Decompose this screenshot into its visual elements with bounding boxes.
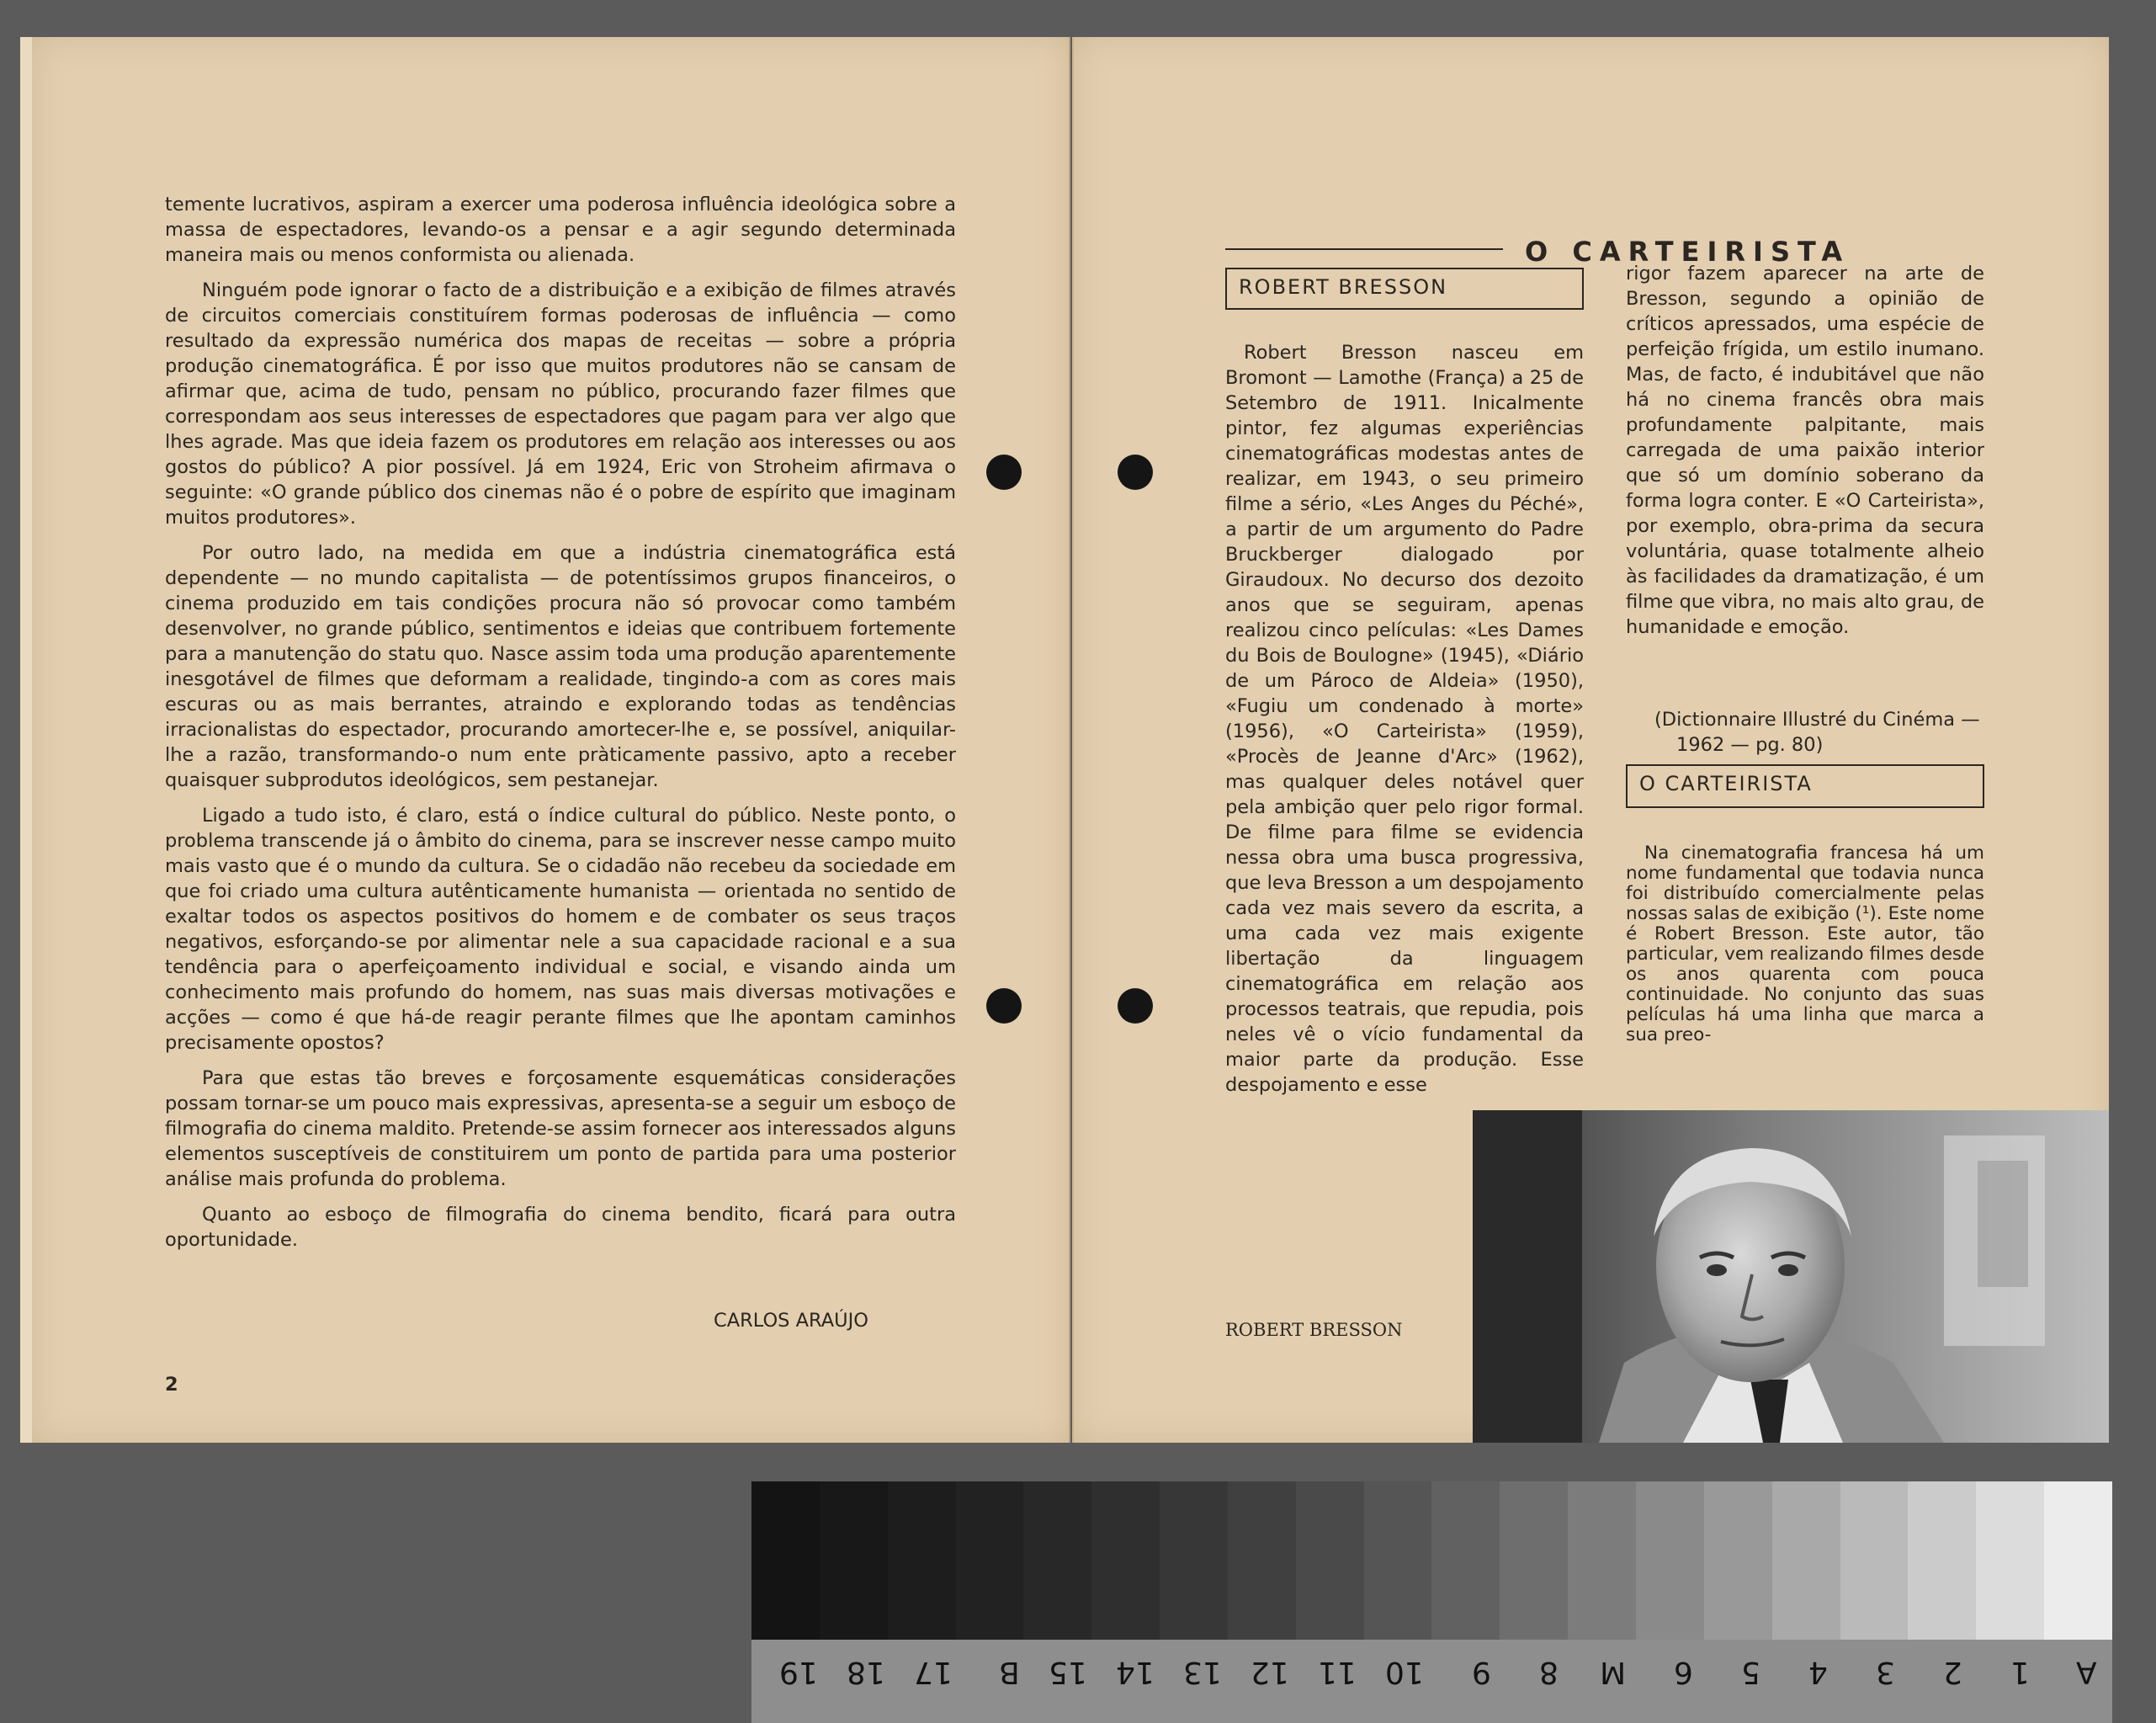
gray-patch [1908, 1481, 1976, 1641]
ruler-label: 15 [1049, 1655, 1087, 1689]
gray-patch [1091, 1481, 1160, 1641]
calibration-ruler [751, 1640, 2112, 1723]
gray-patch [1160, 1481, 1228, 1641]
ruler-label: 12 [1251, 1655, 1289, 1689]
ruler-label: 11 [1318, 1655, 1357, 1689]
ruler-label: 18 [847, 1655, 885, 1689]
ruler-label: 5 [1741, 1655, 1760, 1689]
ruler-label: 8 [1539, 1655, 1559, 1689]
ruler-label: 19 [779, 1655, 818, 1689]
gray-patch [1500, 1481, 1568, 1641]
portrait-photo [1473, 1110, 2109, 1443]
gray-patch [1023, 1481, 1091, 1641]
paragraph-4: Ligado a tudo isto, é claro, está o índice cultural do público. Neste ponto, o problema transcende já o âmbito do cinema, para se inscrever nesse campo muito mais vasto que é o mundo da cultura. Se o cidadão não recebeu da sociedade em que foi criado uma cultura autênticamente humanista — orientada no sentido de exaltar todos os aspectos positivos do homem e de combater os seus traços negativos, esforçando-se por alimentar nele a sua capacidade racional e a sua tendência para o aperfeiçoamento individual e social, e visando ainda um conhecimento mais profundo do homem, nas suas mais diversas motivações e acções — como é que há-de reagir perante filmes que lhe apontam caminhos precisamente opostos? [165, 805, 956, 1054]
gray-patch [1296, 1481, 1364, 1641]
right-page [1072, 37, 2109, 1443]
section-header-o-carteirista: O CARTEIRISTA [1626, 764, 1984, 808]
gray-patch [1364, 1481, 1432, 1641]
left-article [165, 192, 956, 1263]
critique-column [1626, 261, 1984, 640]
biography-column [1225, 340, 1584, 1098]
intro-column [1626, 843, 1984, 1045]
intro-text: Na cinematografia francesa há um nome fundamental que todavia nunca foi distribuído comercialmente pelas nossas salas de exibição (¹). Este nome é Robert Bresson. Este autor, tão particular, vem realizando filmes desde os anos quarenta com pouca continuidade. No conjunto das suas películas há uma linha que marca a sua preo- [1626, 843, 1985, 1045]
critique-text: rigor fazem aparecer na arte de Bresson, segundo a opinião de críticos apressados, uma espécie de perfeição frígida, um estilo inumano. Mas, de facto, é indubitável que não há no cinema francês obra mais profundamente palpitante, mais carregada de uma paixão interior que só um domínio soberano da forma logra conter. E «O Carteirista», por exemplo, obra-prima da secura voluntária, quase totalmente alheio às facilidades da dramatização, é um filme que vibra, no mais alto grau, de humanidade e emoção. [1626, 263, 1984, 638]
paragraph-5: Para que estas tão breves e forçosamente esquemáticas considerações possam tornar-se um pouco mais expressivas, apresenta-se a seguir um esboço de filmografia do cinema maldito. Pretende-se assim fornecer aos interessados alguns elementos susceptíveis de constituirem um ponto de partida para uma posterior análise mais profunda do problema. [165, 1067, 956, 1190]
ruler-label: M [1599, 1655, 1626, 1689]
ruler-label: A [2076, 1655, 2097, 1689]
gray-patch [1704, 1481, 1772, 1641]
citation-line-1: (Dictionnaire Illustré du Cinéma — [1654, 709, 1980, 731]
gray-patch [1431, 1481, 1500, 1641]
left-page [32, 37, 1070, 1443]
gray-patch [1568, 1481, 1636, 1641]
ruler-label: 10 [1385, 1655, 1424, 1689]
gray-patch [1772, 1481, 1840, 1641]
binding-hole-top-right [1118, 455, 1153, 490]
gray-patch [820, 1481, 888, 1641]
ruler-label: B [999, 1655, 1020, 1689]
page-edge [20, 37, 32, 1443]
paragraph-2: Ninguém pode ignorar o facto de a distribuição e a exibição de filmes através de circuitos comerciais constituírem formas poderosas de influência — como resultado da expressão numérica dos mapas de receitas — sobre a própria produção cinematográfica. É por isso que muitos produtores não se cansam de afirmar que, acima de tudo, pensam no público, procurando fazer filmes que correspondam aos seus interesses de espectadores que pagam para ver algo que lhes agrade. Mas que ideia fazem os produtores em relação aos interesses ou aos gostos do público? A pior possível. Já em 1924, Eric von Stroheim afirmava o seguinte: «O grande público dos cinemas não é o pobre de espírito que imaginam muitos produtores». [165, 279, 956, 529]
page-title: O CARTEIRISTA [1525, 236, 1851, 268]
title-rule [1225, 248, 1503, 250]
citation [1654, 707, 2008, 758]
ruler-label: 6 [1674, 1655, 1693, 1689]
ruler-label: 3 [1876, 1655, 1895, 1689]
paragraph-6: Quanto ao esboço de filmografia do cinema bendito, ficará para outra oportunidade. [165, 1204, 956, 1251]
section-header-robert-bresson: ROBERT BRESSON [1225, 268, 1584, 310]
ruler-label: 17 [914, 1655, 953, 1689]
binding-hole-bottom-left [986, 988, 1022, 1024]
biography-text: Robert Bresson nasceu em Bromont — Lamothe (França) a 25 de Setembro de 1911. Inicalmente pintor, fez algumas experiências cinematográficas modestas antes de realizar, em 1943, o seu primeiro filme a sério, «Les Anges du Péché», a partir de um argumento do Padre Bruckberger dialogado por Giraudoux. No decurso dos dezoito anos que se seguiram, apenas realizou cinco películas: «Les Dames du Bois de Boulogne» (1945), «Diário de um Pároco de Aldeia» (1950), «Fugiu um condenado à morte» (1956), «O Carteirista» (1959), «Procès de Jeanne d'Arc» (1962), mas qualquer deles notável quer pela ambição quer pelo rigor formal. De filme para filme se evidencia nessa obra uma busca progressiva, que leva Bresson a um despojamento cada vez mais severo da escrita, a uma cada vez mais exigente libertação da linguagem cinematográfica em relação aos processos teatrais, que repudia, pois neles vê o vício fundamental da maior parte da produção. Esse despojamento e esse [1225, 342, 1584, 1096]
gray-patch [888, 1481, 956, 1641]
ruler-label: 14 [1116, 1655, 1155, 1689]
ruler-label: 4 [1808, 1655, 1828, 1689]
gray-patch [1840, 1481, 1909, 1641]
gray-patch [1976, 1481, 2044, 1641]
ruler-label: 13 [1183, 1655, 1222, 1689]
ruler-label: 1 [2010, 1655, 2030, 1689]
page-number: 2 [165, 1374, 178, 1396]
gray-patch [956, 1481, 1024, 1641]
portrait-illustration [1473, 1110, 2109, 1443]
gray-patch [2044, 1481, 2112, 1641]
photo-caption: ROBERT BRESSON [1225, 1320, 1403, 1340]
author-signature: CARLOS ARAÚJO [714, 1310, 868, 1332]
gray-patch [1636, 1481, 1704, 1641]
binding-hole-bottom-right [1118, 988, 1153, 1024]
ruler-label: 9 [1472, 1655, 1491, 1689]
paragraph-1: temente lucrativos, aspiram a exercer uma poderosa influência ideológica sobre a massa de espectadores, levando-os a pensar e a agir segundo determinada maneira mais ou menos conformista ou alienada. [165, 194, 956, 266]
gray-patch [751, 1481, 820, 1641]
ruler-label: 2 [1943, 1655, 1962, 1689]
paragraph-3: Por outro lado, na medida em que a indústria cinematográfica está dependente — no mundo capitalista — de potentíssimos grupos financeiros, o cinema produzido em tais condições procura não só provocar como também desenvolver, no grande público, sentimentos e ideias que contribuem fortemente para a manutenção do statu quo. Nasce assim toda uma produção aparentemente inesgotável de filmes que deformam a realidade, tingindo-a com as cores mais escuras ou as mais berrantes, atraindo e explorando todas as tendências irracionalistas do espectador, procurando amortecer-lhe e, se possível, aniquilar-lhe a razão, transformando-o num ente pràticamente passivo, apto a receber quaisquer subprodutos ideológicos, sem pestanejar. [165, 542, 956, 791]
citation-line-2: 1962 — pg. 80) [1676, 734, 1824, 756]
grayscale-calibration-chart [751, 1481, 2112, 1641]
binding-hole-top-left [986, 455, 1022, 490]
gray-patch [1228, 1481, 1296, 1641]
